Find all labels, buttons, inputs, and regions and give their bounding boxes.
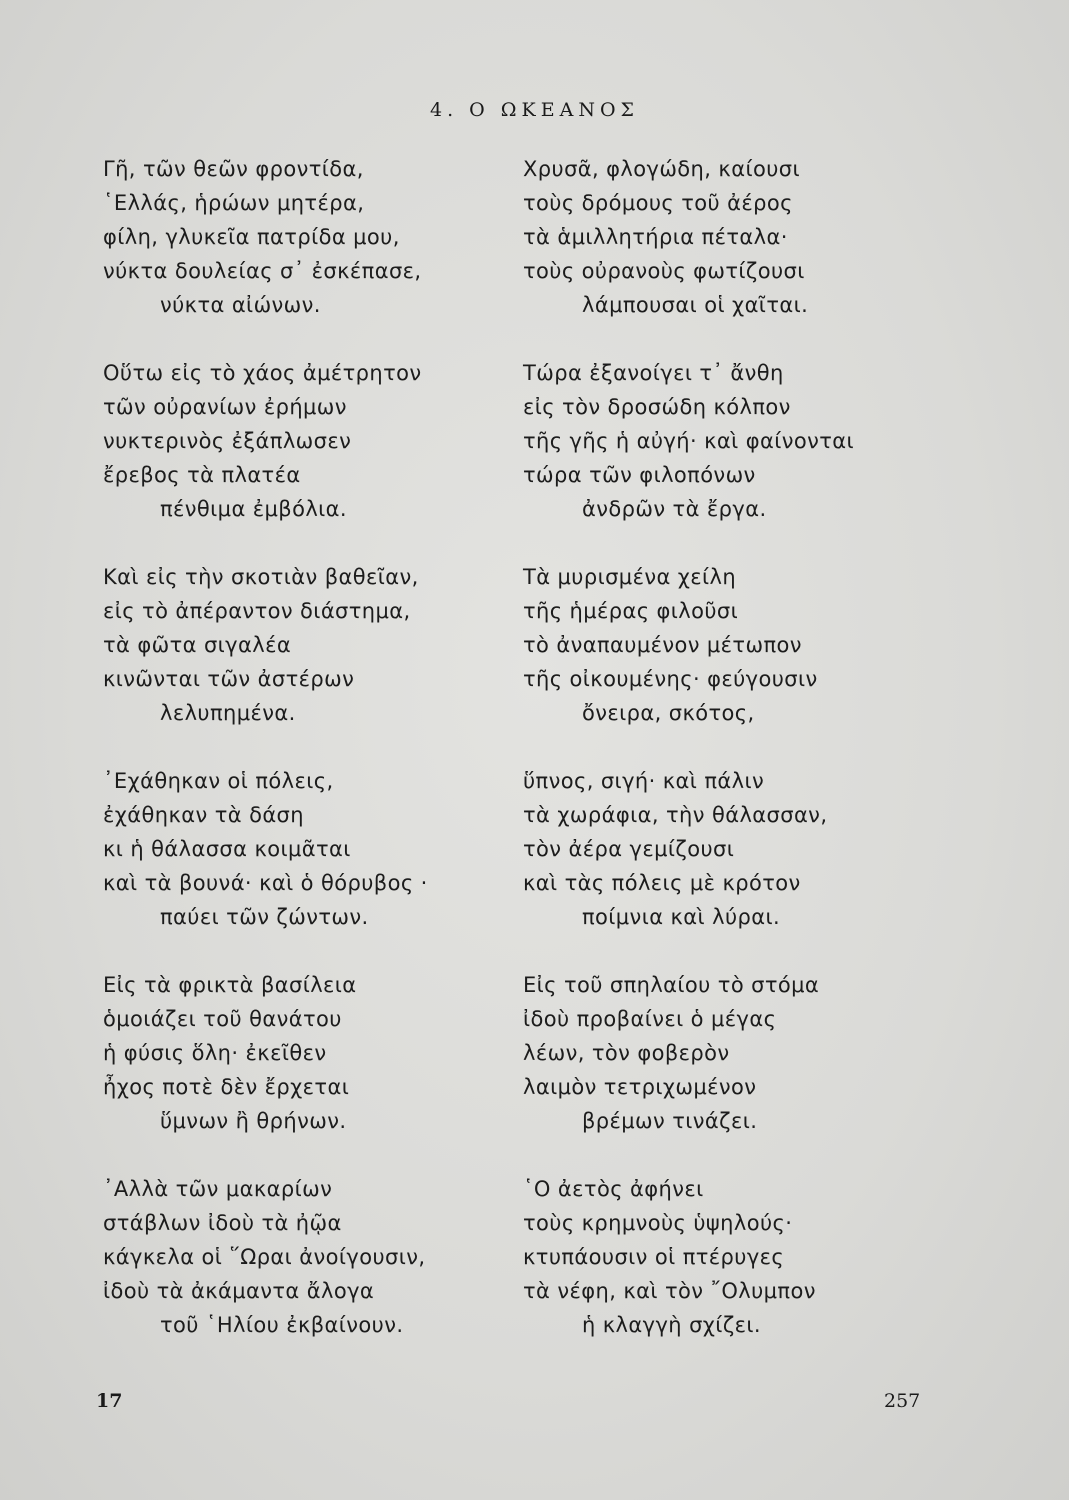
verse-line: φίλη, γλυκεῖα πατρίδα μου,	[103, 225, 400, 249]
verse-line: ὕμνων ἢ θρήνων.	[160, 1109, 347, 1133]
stanza	[103, 764, 428, 968]
verse-line: κινῶνται τῶν ἀστέρων	[103, 667, 355, 691]
verse-line: ἡ κλαγγὴ σχίζει.	[582, 1313, 761, 1337]
verse-line: κι ἡ θάλασσα κοιμᾶται	[103, 837, 351, 861]
stanza	[523, 1172, 854, 1376]
verse-line: ὁμοιάζει τοῦ θανάτου	[103, 1007, 342, 1031]
verse-line: Εἰς τοῦ σπηλαίου τὸ στόμα	[523, 973, 820, 997]
verse-line: κάγκελα οἱ ῞Ωραι ἀνοίγουσιν,	[103, 1245, 426, 1269]
signature-mark: 17	[96, 1390, 123, 1412]
verse-line: καὶ τὰς πόλεις μὲ κρότον	[523, 871, 801, 895]
verse-line: νυκτερινὸς ἐξάπλωσεν	[103, 429, 352, 453]
verse-line: Οὕτω εἰς τὸ χάος ἀμέτρητον	[103, 361, 422, 385]
verse-line: λέων, τὸν φοβερὸν	[523, 1041, 730, 1065]
verse-line: ᾽Αλλὰ τῶν μακαρίων	[103, 1177, 333, 1201]
stanza	[523, 560, 854, 764]
verse-line: στάβλων ἰδοὺ τὰ ἠῷα	[103, 1211, 342, 1235]
verse-line: καὶ τὰ βουνά· καὶ ὁ θόρυβος ·	[103, 871, 428, 895]
verse-line: τώρα τῶν φιλοπόνων	[523, 463, 756, 487]
verse-line: εἰς τὸ ἀπέραντον διάστημα,	[103, 599, 411, 623]
stanza	[523, 356, 854, 560]
verse-line: τὸ ἀναπαυμένον μέτωπον	[523, 633, 802, 657]
verse-line: λαιμὸν τετριχωμένον	[523, 1075, 757, 1099]
stanza	[103, 560, 428, 764]
verse-line: τῆς ἡμέρας φιλοῦσι	[523, 599, 739, 623]
stanza	[523, 968, 854, 1172]
verse-line: εἰς τὸν δροσώδη κόλπον	[523, 395, 791, 419]
verse-line: βρέμων τινάζει.	[582, 1109, 758, 1133]
verse-line: Γῆ, τῶν θεῶν φροντίδα,	[103, 157, 364, 181]
stanza	[523, 152, 854, 356]
verse-line: τοῦ ῾Ηλίου ἐκβαίνουν.	[160, 1313, 404, 1337]
verse-line: Χρυσᾶ, φλογώδη, καίουσι	[523, 157, 800, 181]
verse-line: λάμπουσαι οἱ χαῖται.	[582, 293, 809, 317]
stanza	[103, 356, 428, 560]
verse-line: ἡ φύσις ὅλη· ἐκεῖθεν	[103, 1041, 327, 1065]
verse-line: τὸν ἀέρα γεμίζουσι	[523, 837, 735, 861]
verse-line: πένθιμα ἐμβόλια.	[160, 497, 347, 521]
verse-line: τὰ χωράφια, τὴν θάλασσαν,	[523, 803, 828, 827]
verse-line: τῶν οὐρανίων ἐρήμων	[103, 395, 347, 419]
left-poem-column	[103, 152, 428, 1376]
stanza	[103, 1172, 428, 1376]
poem-title: 4. Ο ΩΚΕΑΝΟΣ	[430, 99, 639, 121]
verse-line: τὰ νέφη, καὶ τὸν ῎Ολυμπον	[523, 1279, 816, 1303]
verse-line: ἰδοὺ προβαίνει ὁ μέγας	[523, 1007, 777, 1031]
verse-line: τοὺς δρόμους τοῦ ἀέρος	[523, 191, 793, 215]
verse-line: τοὺς κρημνοὺς ὑψηλούς·	[523, 1211, 793, 1235]
verse-line: παύει τῶν ζώντων.	[160, 905, 369, 929]
verse-line: ἀνδρῶν τὰ ἔργα.	[582, 497, 767, 521]
verse-line: ῾Ο ἀετὸς ἀφήνει	[523, 1177, 704, 1201]
verse-line: κτυπάουσιν οἱ πτέρυγες	[523, 1245, 785, 1269]
stanza	[103, 968, 428, 1172]
verse-line: ἐχάθηκαν τὰ δάση	[103, 803, 304, 827]
verse-line: ὄνειρα, σκότος,	[582, 701, 755, 725]
verse-line: ἔρεβος τὰ πλατέα	[103, 463, 301, 487]
verse-line: Εἰς τὰ φρικτὰ βασίλεια	[103, 973, 357, 997]
page-number: 257	[884, 1390, 921, 1412]
verse-line: λελυπημένα.	[160, 701, 296, 725]
stanza	[103, 152, 428, 356]
verse-line: τὰ φῶτα σιγαλέα	[103, 633, 292, 657]
verse-line: ῾Ελλάς, ἡρώων μητέρα,	[103, 191, 365, 215]
verse-line: Τώρα ἐξανοίγει τ᾽ ἄνθη	[523, 361, 784, 385]
verse-line: ἰδοὺ τὰ ἀκάμαντα ἄλογα	[103, 1279, 375, 1303]
verse-line: ἦχος ποτὲ δὲν ἔρχεται	[103, 1075, 350, 1099]
verse-line: τοὺς οὐρανοὺς φωτίζουσι	[523, 259, 805, 283]
verse-line: τὰ ἁμιλλητήρια πέταλα·	[523, 225, 788, 249]
verse-line: ᾽Εχάθηκαν οἱ πόλεις,	[103, 769, 334, 793]
verse-line: τῆς γῆς ἡ αὐγή· καὶ φαίνονται	[523, 429, 855, 453]
right-poem-column	[523, 152, 854, 1376]
stanza	[523, 764, 854, 968]
verse-line: Καὶ εἰς τὴν σκοτιὰν βαθεῖαν,	[103, 565, 419, 589]
verse-line: Τὰ μυρισμένα χείλη	[523, 565, 737, 589]
verse-line: νύκτα δουλείας σ᾽ ἐσκέπασε,	[103, 259, 422, 283]
verse-line: ποίμνια καὶ λύραι.	[582, 905, 781, 929]
verse-line: τῆς οἰκουμένης· φεύγουσιν	[523, 667, 818, 691]
verse-line: νύκτα αἰώνων.	[160, 293, 321, 317]
verse-line: ὕπνος, σιγή· καὶ πάλιν	[523, 769, 765, 793]
